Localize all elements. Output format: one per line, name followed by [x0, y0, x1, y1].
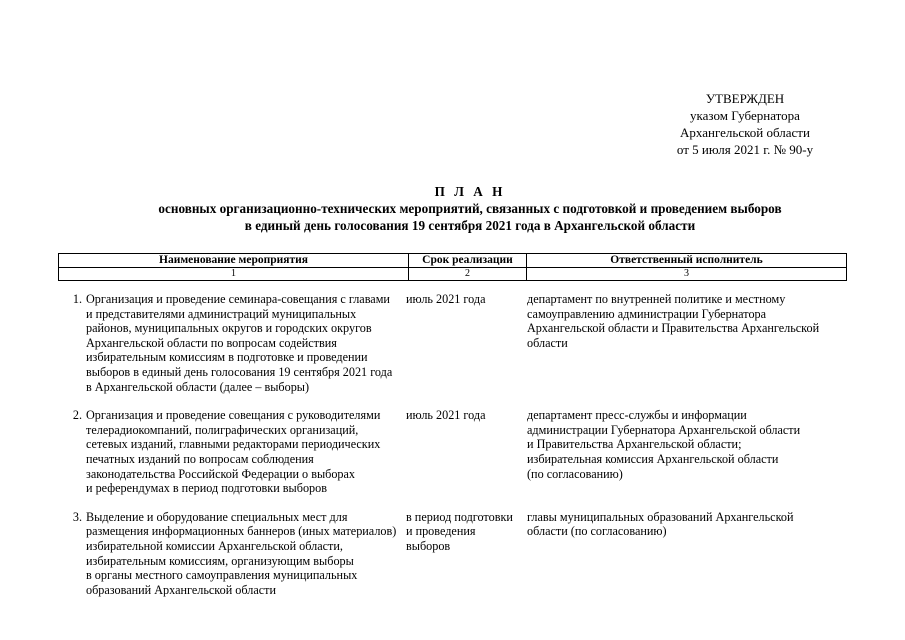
text-line: июль 2021 года: [406, 408, 486, 423]
text-line: размещения информационных баннеров (иных материалов): [86, 524, 397, 539]
column-header-term: Срок реализации: [409, 254, 527, 268]
text-line: области (по согласованию): [527, 524, 667, 539]
column-number-2: 2: [409, 268, 527, 281]
row-number: 2.: [72, 408, 82, 423]
text-line: Архангельской области по вопросам содействия: [86, 335, 337, 350]
text-line: и представителями администраций муниципальных: [86, 306, 357, 321]
table-header: [58, 253, 847, 281]
text-line: образований Архангельской области: [86, 582, 277, 597]
text-line: и проведения: [406, 524, 476, 539]
row-event-name: [86, 408, 406, 496]
text-line: избирательным комиссиям в подготовке и проведении: [86, 350, 368, 365]
plan-rows: [58, 292, 848, 611]
table-row: [58, 510, 848, 598]
title-subject: основных организационно-технических мероприятий, связанных с подготовкой и проведением выборов: [158, 201, 782, 216]
row-number: 1.: [72, 292, 82, 306]
text-line: администрации Губернатора Архангельской области: [527, 422, 801, 437]
approval-line-region: Архангельской области: [680, 125, 810, 140]
row-responsible: [527, 408, 848, 496]
row-event-name: [86, 510, 406, 598]
approval-line-by-decree: указом Губернатора: [690, 108, 800, 123]
row-term: [406, 408, 527, 496]
row-number: 3.: [72, 509, 82, 524]
approval-line-approved: УТВЕРЖДЕН: [705, 91, 785, 106]
approval-stamp: [630, 90, 860, 158]
text-line: департамент по внутренней политике и местному: [527, 292, 786, 306]
text-line: (по согласованию): [527, 466, 623, 481]
text-line: избирательной комиссии Архангельской области,: [86, 538, 343, 553]
text-line: Выделение и оборудование специальных мест для: [86, 509, 348, 524]
text-line: департамент пресс-службы и информации: [527, 408, 747, 423]
document-title: [40, 183, 900, 234]
table-row: [58, 408, 848, 496]
text-line: выборов в единый день голосования 19 сентября 2021 года: [86, 364, 393, 379]
column-header-responsible: Ответственный исполнитель: [527, 254, 847, 268]
text-line: и референдумах в период подготовки выборов: [86, 481, 327, 496]
text-line: Архангельской области и Правительства Архангельской: [527, 321, 820, 336]
row-responsible: [527, 292, 848, 394]
title-plan: П Л А Н: [434, 184, 506, 199]
approval-line-date: от 5 июля 2021 г. № 90-у: [676, 142, 814, 157]
text-line: избирательная комиссия Архангельской области: [527, 451, 779, 466]
text-line: избирательным комиссиям, организующим выборы: [86, 553, 354, 568]
column-header-name: Наименование мероприятия: [59, 254, 409, 268]
text-line: печатных изданий по вопросам соблюдения: [86, 451, 314, 466]
row-responsible: [527, 510, 848, 598]
text-line: области: [527, 335, 568, 350]
text-line: районов, муниципальных округов и городских округов: [86, 321, 372, 336]
text-line: выборов: [406, 538, 451, 553]
text-line: Организация и проведение семинара-совещания с главами: [86, 292, 390, 306]
text-line: Организация и проведение совещания с руководителями: [86, 408, 381, 423]
text-line: в Архангельской области (далее – выборы): [86, 379, 310, 394]
text-line: сетевых изданий, главными редакторами периодических: [86, 437, 381, 452]
text-line: в период подготовки: [406, 509, 513, 524]
text-line: июль 2021 года: [406, 292, 486, 306]
column-number-1: 1: [59, 268, 409, 281]
text-line: и Правительства Архангельской области;: [527, 437, 742, 452]
row-event-name: [86, 292, 406, 394]
table-row: [58, 292, 848, 394]
text-line: телерадиокомпаний, полиграфических организаций,: [86, 422, 359, 437]
text-line: самоуправлению администрации Губернатора: [527, 306, 767, 321]
text-line: законодательства Российской Федерации о выборах: [86, 466, 356, 481]
column-number-3: 3: [527, 268, 847, 281]
text-line: главы муниципальных образований Архангельской: [527, 509, 794, 524]
title-date-region: в единый день голосования 19 сентября 2021 года в Архангельской области: [244, 218, 696, 233]
row-term: [406, 510, 527, 598]
row-term: [406, 292, 527, 394]
text-line: в органы местного самоуправления муниципальных: [86, 568, 358, 583]
